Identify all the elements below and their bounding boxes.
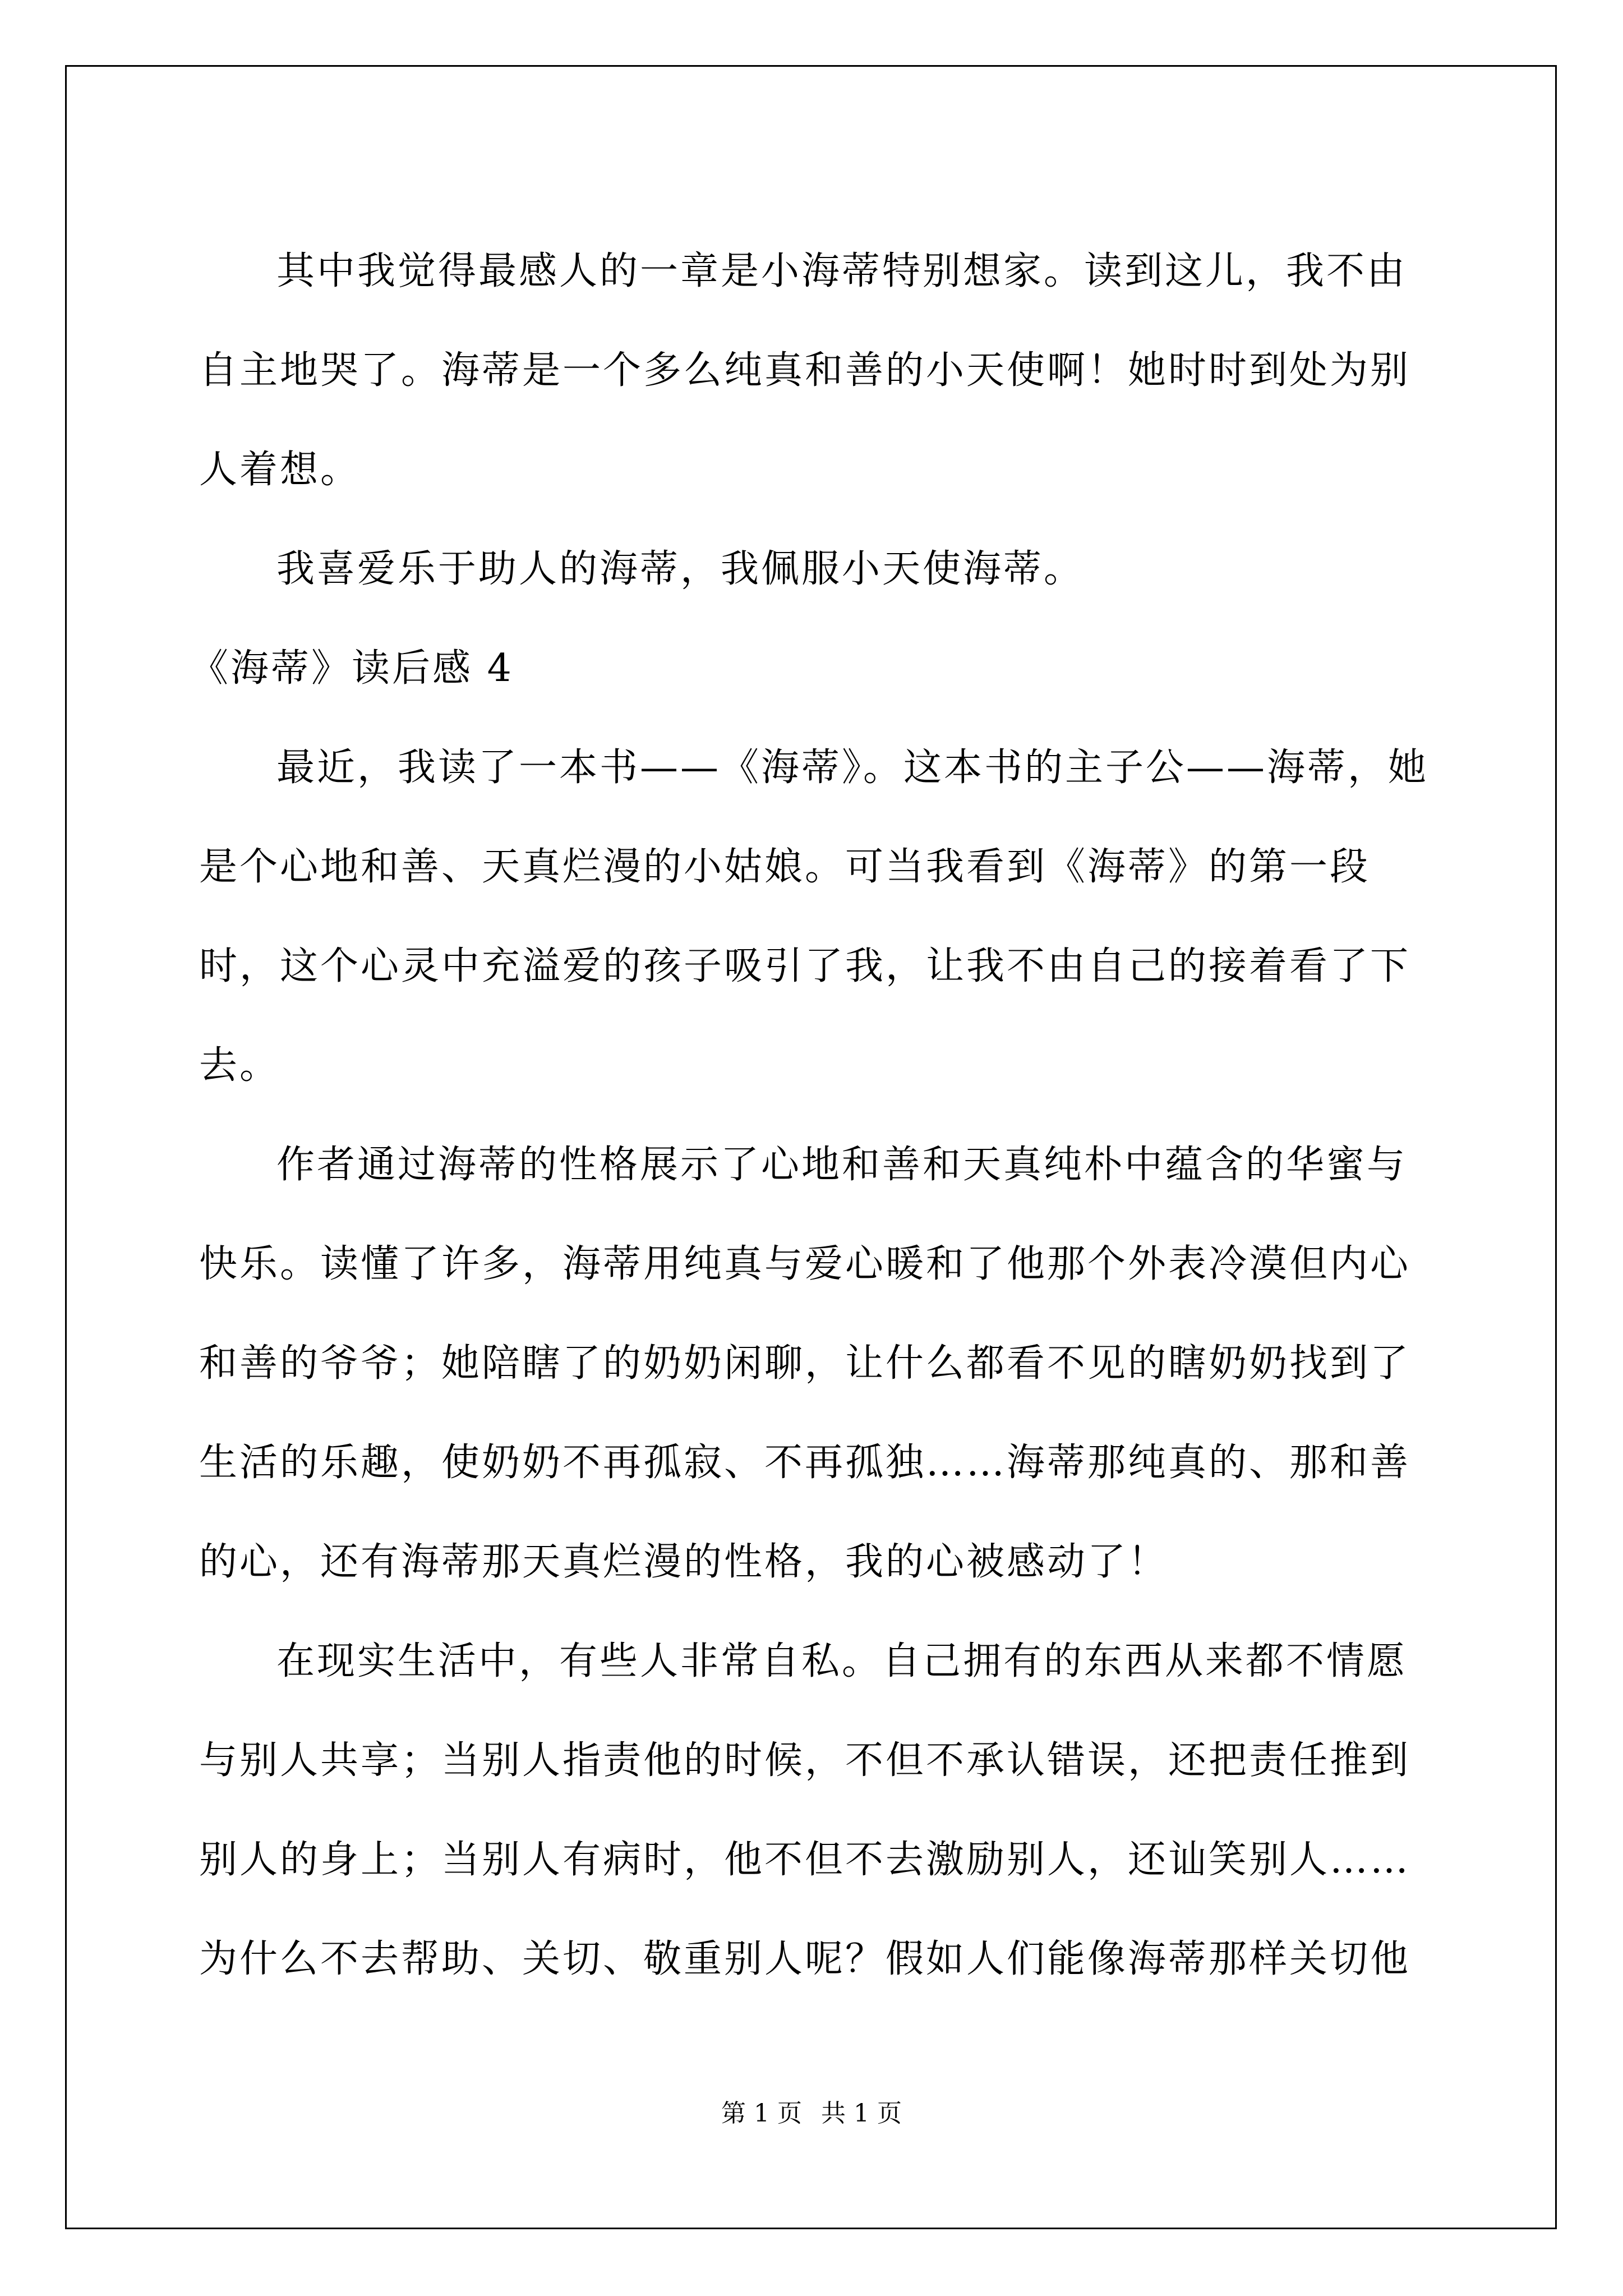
paragraph: 我喜爱乐于助人的海蒂，我佩服小天使海蒂。 <box>276 547 1085 591</box>
page-number-current: 第 1 页 <box>721 2099 802 2128</box>
section-heading: 《海蒂》读后感 4 <box>190 646 514 691</box>
page-number-total: 共 1 页 <box>821 2099 902 2128</box>
document-body <box>190 222 1440 2009</box>
paragraph: 其中我觉得最感人的一章是小海蒂特别想家。读到这儿，我不由自主地哭了。海蒂是一个多么纯真和善的小天使啊！她时时到处为别人着想。 <box>199 249 1411 492</box>
paragraph: 在现实生活中，有些人非常自私。自己拥有的东西从来都不情愿与别人共享；当别人指责他的时候，不但不承认错误，还把责任推到别人的身上；当别人有病时，他不但不去激励别人，还讪笑别人……为什么不去帮助、关切、敬重别人呢？假如人们能像海蒂那样关切他 <box>199 1639 1411 1981</box>
page-footer <box>0 2097 1623 2131</box>
paragraph: 最近，我读了一本书——《海蒂》。这本书的主子公——海蒂，她是个心地和善、天真烂漫的小姑娘。可当我看到《海蒂》的第一段时，这个心灵中充溢爱的孩子吸引了我，让我不由自己的接着看了下去。 <box>199 746 1429 1088</box>
paragraph: 作者通过海蒂的性格展示了心地和善和天真纯朴中蕴含的华蜜与快乐。读懂了许多，海蒂用纯真与爱心暖和了他那个外表冷漠但内心和善的爷爷；她陪瞎了的奶奶闲聊，让什么都看不见的瞎奶奶找到了生活的乐趣，使奶奶不再孤寂、不再孤独……海蒂那纯真的、那和善的心，还有海蒂那天真烂漫的性格，我的心被感动了！ <box>199 1143 1411 1584</box>
